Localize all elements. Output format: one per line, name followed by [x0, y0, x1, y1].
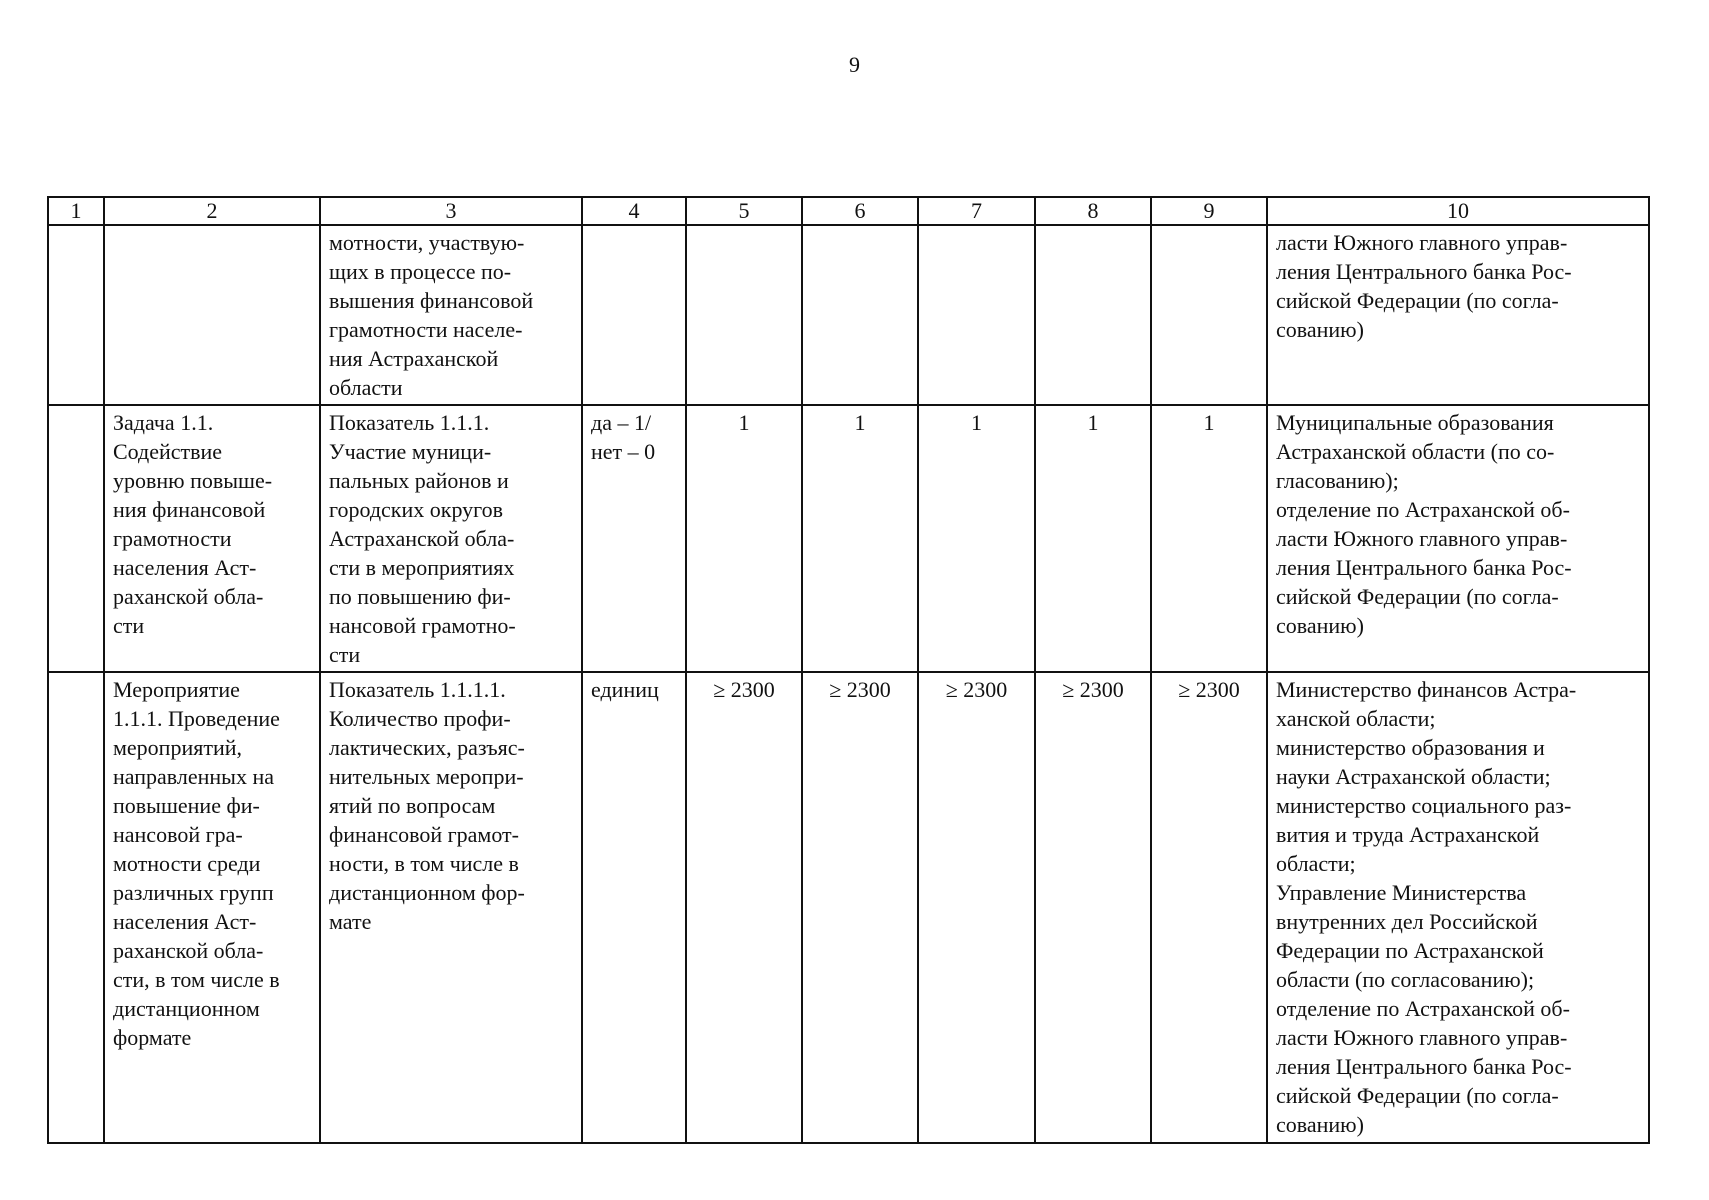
cell-text-line: ласти Южного главного управ-	[1276, 526, 1568, 551]
table-cell-c9	[1151, 225, 1267, 405]
cell-text-line: дистанционном	[113, 996, 260, 1021]
column-header: 3	[320, 197, 582, 225]
cell-text-line: сти в мероприятиях	[329, 555, 515, 580]
cell-text-line: нансовой грамотно-	[329, 613, 516, 638]
cell-text-line: сованию)	[1276, 317, 1364, 342]
cell-text-line: ления Центрального банка Рос-	[1276, 259, 1572, 284]
column-header: 6	[802, 197, 918, 225]
cell-text-line: сийской Федерации (по согла-	[1276, 584, 1559, 609]
cell-value: 1	[971, 410, 982, 435]
cell-text-line: Министерство финансов Астра-	[1276, 677, 1577, 702]
cell-text-line: мотности среди	[113, 851, 261, 876]
cell-value: 1	[1203, 410, 1215, 435]
table-cell-c1	[48, 405, 104, 672]
cell-text-line: гласованию);	[1276, 468, 1399, 493]
cell-text-line: вышения финансовой	[329, 288, 534, 313]
cell-text-line: 1.1.1. Проведение	[113, 706, 280, 731]
column-header: 1	[48, 197, 104, 225]
cell-text-line: ханской области;	[1276, 706, 1436, 731]
table-cell-c2	[104, 225, 320, 405]
cell-value: ≥ 2300	[1062, 677, 1124, 702]
cell-text-line: раханской обла-	[113, 938, 264, 963]
cell-text-line: щих в процессе по-	[329, 259, 512, 284]
cell-text-line: Показатель 1.1.1.	[329, 410, 490, 435]
cell-text-line: ятий по вопросам	[329, 793, 496, 818]
column-header: 9	[1151, 197, 1267, 225]
table-cell-c6	[802, 672, 918, 1143]
table-cell-c1	[48, 672, 104, 1143]
cell-text-line: грамотности населе-	[329, 317, 523, 342]
table-cell-c4	[582, 225, 686, 405]
cell-value: ≥ 2300	[713, 677, 775, 702]
table-cell-c2	[104, 672, 320, 1143]
table-cell-c1	[48, 225, 104, 405]
cell-value: 1	[854, 410, 866, 435]
cell-text-line: сийской Федерации (по согла-	[1276, 288, 1559, 313]
cell-text-line: ления Центрального банка Рос-	[1276, 555, 1572, 580]
column-header: 2	[104, 197, 320, 225]
table-body	[48, 225, 1649, 1143]
column-header: 8	[1035, 197, 1151, 225]
cell-text-line: сованию)	[1276, 1112, 1364, 1137]
cell-text-line: нансовой гра-	[113, 822, 243, 847]
cell-text-line: области;	[1276, 851, 1356, 876]
cell-text-line: сийской Федерации (по согла-	[1276, 1083, 1559, 1108]
cell-text-line: раханской обла-	[113, 584, 264, 609]
cell-text-line: по повышению фи-	[329, 584, 511, 609]
table-cell-c7	[918, 672, 1035, 1143]
table-cell-c10	[1267, 672, 1649, 1143]
table-row	[48, 225, 1649, 405]
table-cell-c3	[320, 672, 582, 1143]
cell-text-line: Участие муници-	[329, 439, 492, 464]
table-cell-c9	[1151, 405, 1267, 672]
table-cell-c4	[582, 405, 686, 672]
cell-text-line: пальных районов и	[329, 468, 509, 493]
table-cell-c4	[582, 672, 686, 1143]
cell-text-line: дистанционном фор-	[329, 880, 525, 905]
table-cell-c5	[686, 405, 802, 672]
cell-text-line: Муниципальные образования	[1276, 410, 1554, 435]
cell-text-line: да – 1/	[591, 410, 652, 435]
cell-text-line: ния Астраханской	[329, 346, 499, 371]
cell-text-line: нет – 0	[591, 439, 656, 464]
cell-text-line: различных групп	[113, 880, 274, 905]
cell-text-line: финансовой грамот-	[329, 822, 519, 847]
table-cell-c8	[1035, 225, 1151, 405]
cell-text-line: мероприятий,	[113, 735, 243, 760]
table-cell-c10	[1267, 225, 1649, 405]
cell-text-line: единиц	[591, 677, 659, 702]
table-row	[48, 405, 1649, 672]
cell-text-line: Показатель 1.1.1.1.	[329, 677, 506, 702]
table-header-row	[48, 197, 1649, 225]
cell-text-line: сованию)	[1276, 613, 1364, 638]
cell-text-line: Астраханской обла-	[329, 526, 515, 551]
cell-text-line: ласти Южного главного управ-	[1276, 1025, 1568, 1050]
cell-text-line: повышение фи-	[113, 793, 260, 818]
table-cell-c8	[1035, 405, 1151, 672]
cell-text-line: городских округов	[329, 497, 504, 522]
cell-value: ≥ 2300	[945, 677, 1008, 702]
cell-text-line: грамотности	[113, 526, 232, 551]
cell-text-line: мотности, участвую-	[329, 230, 525, 255]
cell-text-line: министерство образования и	[1276, 735, 1545, 760]
cell-text-line: области (по согласованию);	[1276, 967, 1535, 992]
cell-text-line: вития и труда Астраханской	[1276, 822, 1540, 847]
column-header: 4	[582, 197, 686, 225]
cell-value: 1	[1087, 410, 1099, 435]
cell-value: ≥ 2300	[829, 677, 891, 702]
cell-text-line: ности, в том числе в	[329, 851, 519, 876]
cell-text-line: отделение по Астраханской об-	[1276, 497, 1570, 522]
cell-text-line: ния финансовой	[113, 497, 266, 522]
column-header: 5	[686, 197, 802, 225]
table-cell-c2	[104, 405, 320, 672]
table-cell-c6	[802, 405, 918, 672]
column-header: 7	[918, 197, 1035, 225]
cell-text-line: науки Астраханской области;	[1276, 764, 1551, 789]
cell-text-line: нительных меропри-	[329, 764, 524, 789]
table-row	[48, 672, 1649, 1143]
cell-text-line: лактических, разъяс-	[329, 735, 525, 760]
cell-text-line: направленных на	[113, 764, 274, 789]
cell-text-line: ления Центрального банка Рос-	[1276, 1054, 1572, 1079]
cell-text-line: сти	[329, 642, 361, 667]
cell-text-line: ласти Южного главного управ-	[1276, 230, 1568, 255]
table-cell-c8	[1035, 672, 1151, 1143]
cell-text-line: Содействие	[113, 439, 223, 464]
cell-text-line: министерство социального раз-	[1276, 793, 1572, 818]
table-cell-c9	[1151, 672, 1267, 1143]
cell-text-line: Задача 1.1.	[113, 410, 214, 435]
table-cell-c5	[686, 225, 802, 405]
cell-text-line: мате	[329, 909, 372, 934]
table-cell-c5	[686, 672, 802, 1143]
indicators-table	[47, 196, 1650, 1144]
cell-text-line: сти	[113, 613, 145, 638]
cell-text-line: населения Аст-	[113, 555, 257, 580]
cell-value: ≥ 2300	[1178, 677, 1240, 702]
cell-text-line: формате	[113, 1025, 192, 1050]
table-cell-c10	[1267, 405, 1649, 672]
table-cell-c3	[320, 225, 582, 405]
cell-text-line: уровню повыше-	[113, 468, 273, 493]
cell-text-line: области	[329, 375, 403, 400]
cell-text-line: сти, в том числе в	[113, 967, 280, 992]
cell-text-line: внутренних дел Российской	[1276, 909, 1538, 934]
table-cell-c6	[802, 225, 918, 405]
cell-text-line: населения Аст-	[113, 909, 257, 934]
cell-text-line: отделение по Астраханской об-	[1276, 996, 1570, 1021]
cell-text-line: Мероприятие	[113, 677, 240, 702]
cell-text-line: Федерации по Астраханской	[1276, 938, 1544, 963]
table-cell-c3	[320, 405, 582, 672]
table-cell-c7	[918, 225, 1035, 405]
cell-text-line: Астраханской области (по со-	[1276, 439, 1555, 464]
cell-text-line: Управление Министерства	[1276, 880, 1527, 905]
column-header: 10	[1267, 197, 1649, 225]
cell-value: 1	[738, 410, 750, 435]
table-cell-c7	[918, 405, 1035, 672]
cell-text-line: Количество профи-	[329, 706, 511, 731]
page-number: 9	[849, 52, 860, 77]
